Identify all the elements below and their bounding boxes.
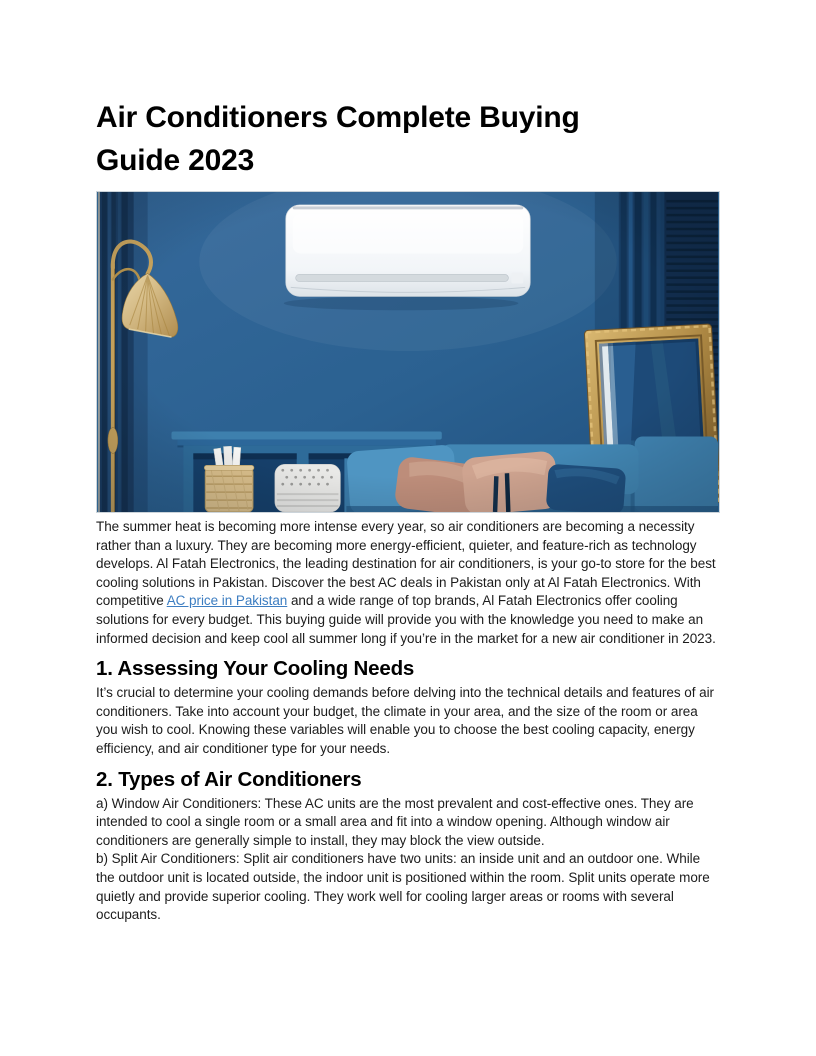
intro-paragraph — [96, 518, 720, 648]
section-1-paragraph: It’s crucial to determine your cooling demands before delving into the technical details and features of air conditioners. Take into account your budget, the climate in your area, and the size of the room or area you wish to cool. Knowing these variables will enable you to choose the best cooling capacity, energy efficiency, and air conditioner type for your needs. — [96, 685, 714, 756]
page-title-line-2: Guide 2023 — [96, 144, 255, 177]
intro-text-after-link: and a wide range of top brands, Al Fatah Electronics offer cooling solutions for every budget. This buying guide will provide you with the knowledge you need to make an informed decision and keep cool all summer long if you’re in the market for a new air conditioner in 2023. — [96, 593, 716, 646]
section-heading-assessing-cooling-needs: 1. Assessing Your Cooling Needs — [96, 657, 415, 681]
section-heading-types-of-air-conditioners: 2. Types of Air Conditioners — [96, 767, 362, 791]
split-ac-text: b) Split Air Conditioners: Split air conditioners have two units: an inside unit and an outdoor one. While the outdoor unit is located outside, the indoor unit is positioned within the room. Split units operate more quietly and provide superior cooling. They work well for cooling larger areas or rooms with several occupants. — [96, 851, 710, 923]
photo-vignette — [98, 192, 718, 512]
section-2-paragraph — [96, 795, 720, 925]
page-title — [96, 0, 720, 182]
window-ac-text: a) Window Air Conditioners: These AC units are the most prevalent and cost-effective ones. They are intended to cool a single room or a small area and fit into a window opening. Although window air conditioners are generally simple to install, they may block the view outside. — [96, 795, 694, 848]
page-title-line-1: Air Conditioners Complete Buying — [96, 101, 580, 134]
hero-image — [96, 191, 720, 513]
intro-text-before-link: The summer heat is becoming more intense every year, so air conditioners are becoming a necessity rather than a luxury. They are becoming more energy-efficient, quieter, and feature-rich as technology develops. Al Fatah Electronics, the leading destination for air conditioners, is your go-to store for the best cooling solutions in Pakistan. Discover the best AC deals in Pakistan only at Al Fatah Electronics. With competitive — [96, 519, 716, 609]
document-content — [96, 0, 720, 925]
ac-price-link[interactable]: AC price in Pakistan — [166, 593, 288, 609]
